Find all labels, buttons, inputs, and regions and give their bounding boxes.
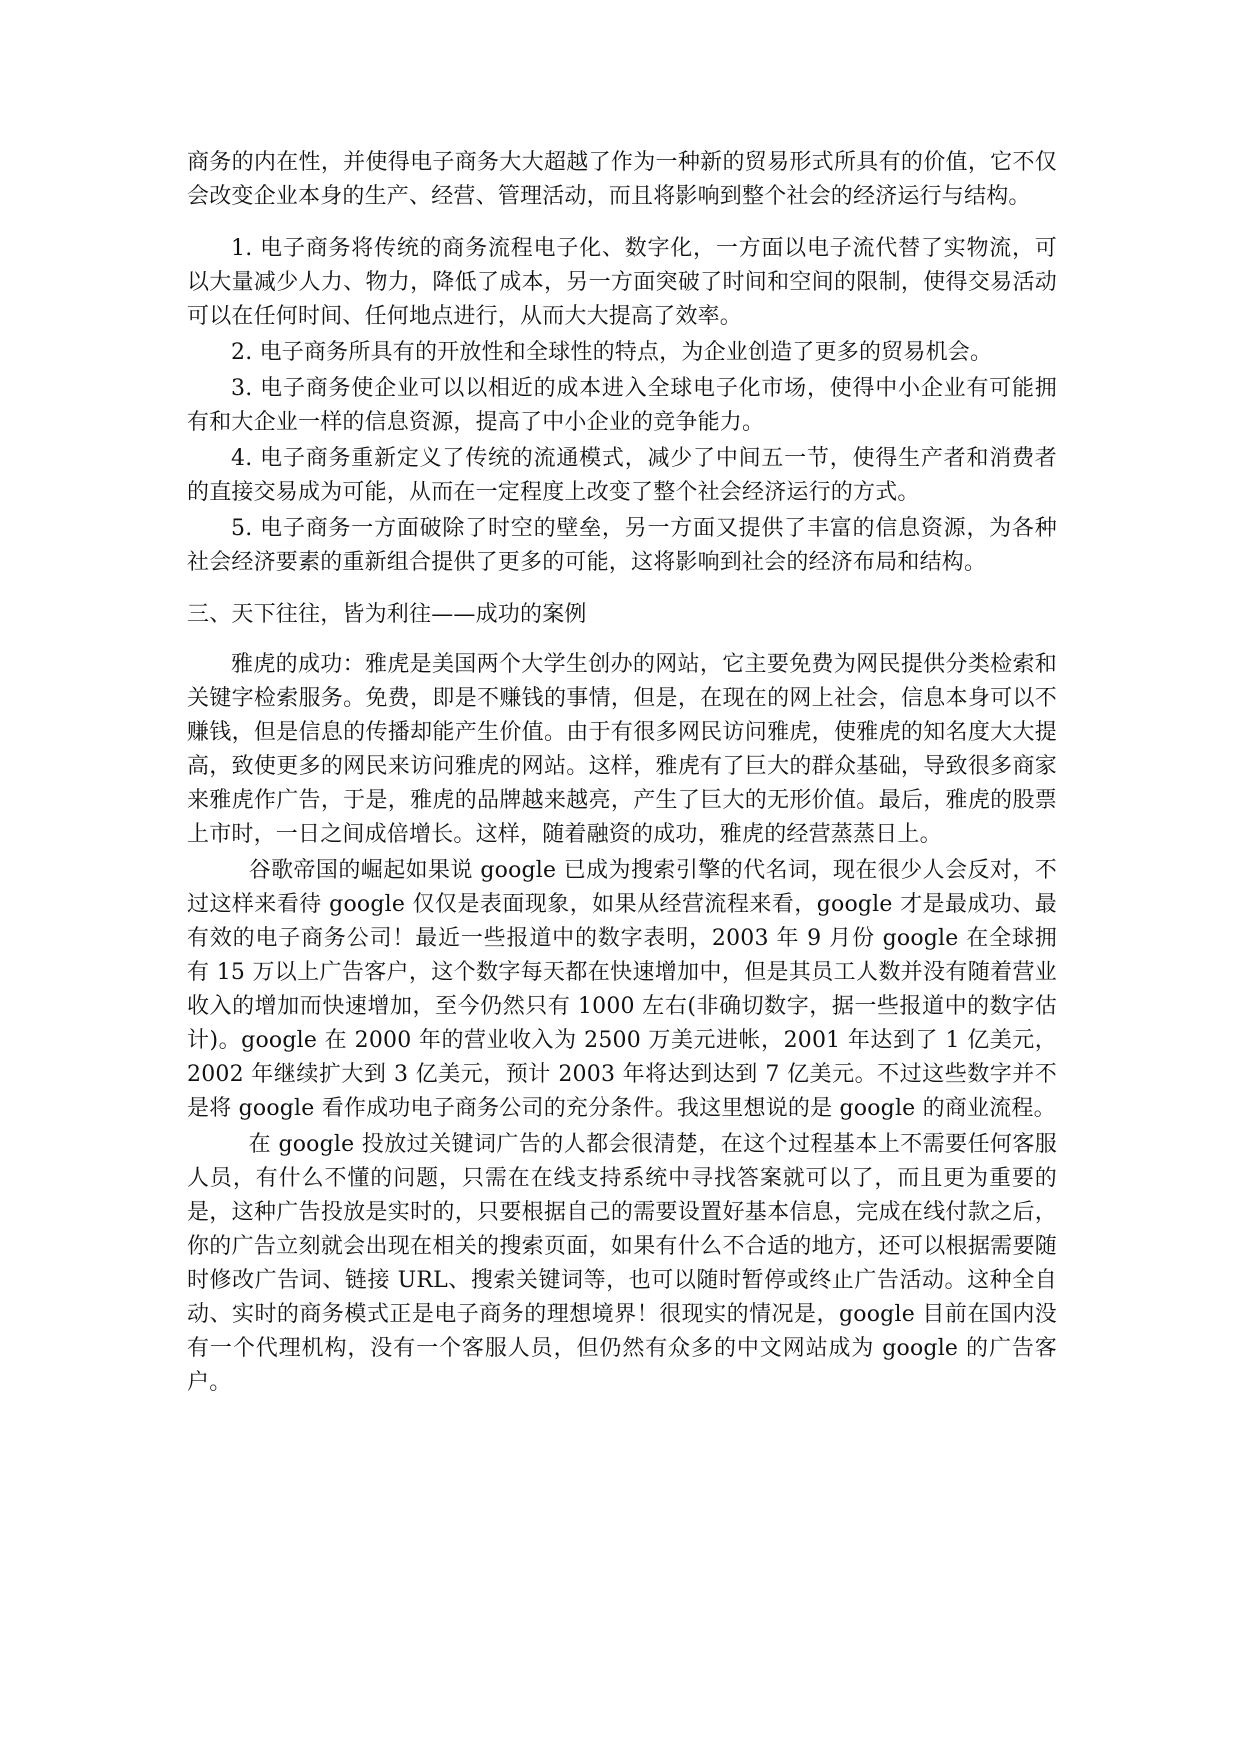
- point-4-paragraph: 4. 电子商务重新定义了传统的流通模式，减少了中间五一节，使得生产者和消费者的直接交易成为可能，从而在一定程度上改变了整个社会经济运行的方式。: [187, 446, 1057, 505]
- point-3-paragraph: 3. 电子商务使企业可以以相近的成本进入全球电子化市场，使得中小企业有可能拥有和大企业一样的信息资源，提高了中小企业的竞争能力。: [187, 376, 1057, 435]
- yahoo-case-paragraph: 雅虎的成功：雅虎是美国两个大学生创办的网站，它主要免费为网民提供分类检索和关键字检索服务。免费，即是不赚钱的事情，但是，在现在的网上社会，信息本身可以不赚钱，但是信息的传播却能产生价值。由于有很多网民访问雅虎，使雅虎的知名度大大提高，致使更多的网民来访问雅虎的网站。这样，雅虎有了巨大的群众基础，导致很多商家来雅虎作广告，于是，雅虎的品牌越来越亮，产生了巨大的无形价值。最后，雅虎的股票上市时，一日之间成倍增长。这样，随着融资的成功，雅虎的经营蒸蒸日上。: [187, 652, 1057, 847]
- point-1-paragraph: 1. 电子商务将传统的商务流程电子化、数字化，一方面以电子流代替了实物流，可以大量减少人力、物力，降低了成本，另一方面突破了时间和空间的限制，使得交易活动可以在任何时间、任何地点进行，从而大大提高了效率。: [187, 236, 1057, 329]
- point-5-paragraph: 5. 电子商务一方面破除了时空的壁垒，另一方面又提供了丰富的信息资源，为各种社会经济要素的重新组合提供了更多的可能，这将影响到社会的经济布局和结构。: [187, 516, 1057, 575]
- google-case-paragraph: 谷歌帝国的崛起如果说 google 已成为搜索引擎的代名词，现在很少人会反对，不过这样来看待 google 仅仅是表面现象，如果从经营流程来看，google 才是最成功、最有效的电子商务公司！最近一些报道中的数字表明，2003 年 9 月份 google 在全球拥有 15 万以上广告客户，这个数字每天都在快速增加中，但是其员工人数并没有随着营业收入的增加而快速增加，至今仍然只有 1000 左右(非确切数字，据一些报道中的数字估计)。google 在 2000 年的营业收入为 2500 万美元进帐，2001 年达到了 1 亿美元，2002 年继续扩大到 3 亿美元，预计 2003 年将达到达到 7 亿美元。不过这些数字并不是将 google 看作成功电子商务公司的充分条件。我这里想说的是 google 的商业流程。: [187, 858, 1057, 1121]
- point-2-paragraph: 2. 电子商务所具有的开放性和全球性的特点，为企业创造了更多的贸易机会。: [231, 340, 993, 365]
- google-ads-paragraph: 在 google 投放过关键词广告的人都会很清楚，在这个过程基本上不需要任何客服人员，有什么不懂的问题，只需在在线支持系统中寻找答案就可以了，而且更为重要的是，这种广告投放是实时的，只要根据自己的需要设置好基本信息，完成在线付款之后，你的广告立刻就会出现在相关的搜索页面，如果有什么不合适的地方，还可以根据需要随时修改广告词、链接 URL、搜索关键词等，也可以随时暂停或终止广告活动。这种全自动、实时的商务模式正是电子商务的理想境界！很现实的情况是，google 目前在国内没有一个代理机构，没有一个客服人员，但仍然有众多的中文网站成为 google 的广告客户。: [187, 1132, 1057, 1395]
- intro-paragraph: 商务的内在性，并使得电子商务大大超越了作为一种新的贸易形式所具有的价值，它不仅会改变企业本身的生产、经营、管理活动，而且将影响到整个社会的经济运行与结构。: [187, 150, 1057, 209]
- section-heading: 三、天下往往，皆为利往——成功的案例: [187, 602, 587, 627]
- document-body: [187, 146, 1057, 1400]
